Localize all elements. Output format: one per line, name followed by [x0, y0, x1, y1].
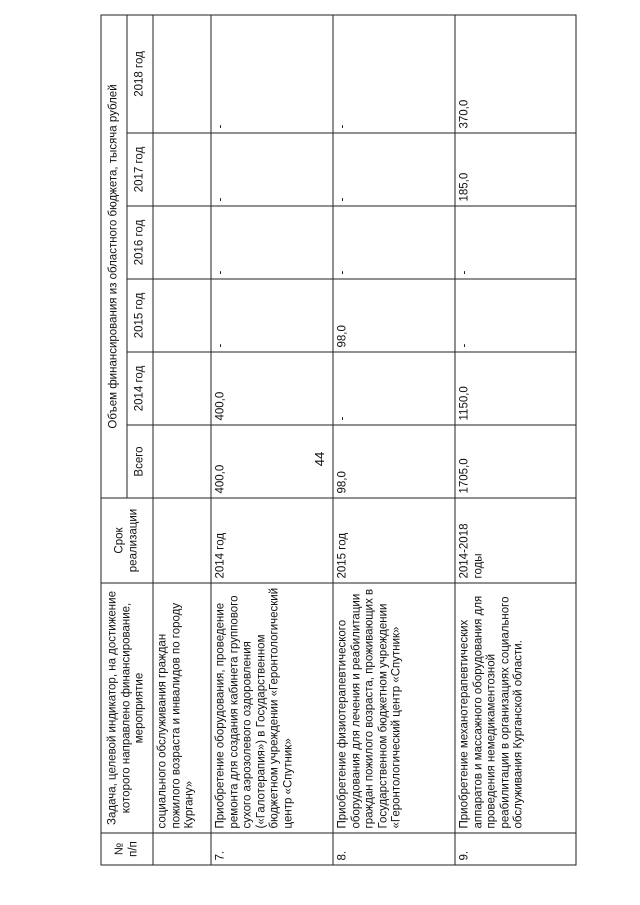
header-total: Всего	[127, 425, 153, 498]
row-total: 98,0	[333, 425, 455, 498]
row-total: 1705,0	[455, 425, 576, 498]
row-2014: -	[333, 352, 455, 425]
row-total	[153, 425, 211, 498]
row-2015	[153, 279, 211, 352]
row-2014	[153, 352, 211, 425]
header-year-2016: 2016 год	[127, 206, 153, 279]
row-2016: -	[455, 206, 576, 279]
row-2015: -	[455, 279, 576, 352]
row-2016: -	[333, 206, 455, 279]
row-number: 8.	[333, 833, 455, 865]
header-task: Задача, целевой индикатор, на достижение которого направлено финансирование, мероприятие	[101, 583, 153, 833]
page-number: 44	[312, 451, 327, 467]
row-number	[153, 833, 211, 865]
row-2014: 1150,0	[455, 352, 576, 425]
table-row	[333, 14, 455, 864]
row-number: 9.	[455, 833, 576, 865]
header-year-2014: 2014 год	[127, 352, 153, 425]
row-2015: 98,0	[333, 279, 455, 352]
row-2018	[153, 14, 211, 132]
header-year-2017: 2017 год	[127, 133, 153, 206]
row-task: Приобретение механотерапевтических аппаратов и массажного оборудования для проведения немедикаментозной реабилитации в организациях социального обслуживания Курганской области.	[455, 583, 576, 833]
row-2015: -	[211, 279, 333, 352]
row-term	[153, 498, 211, 583]
header-term: Срок реализации	[101, 498, 153, 583]
row-2017	[153, 133, 211, 206]
table-row	[455, 14, 576, 864]
row-2016	[153, 206, 211, 279]
funding-table	[100, 14, 576, 865]
row-term: 2014-2018 годы	[455, 498, 576, 583]
row-number: 7.	[211, 833, 333, 865]
header-number: № п/п	[101, 833, 153, 865]
row-term: 2015 год	[333, 498, 455, 583]
row-2018: 370,0	[455, 14, 576, 132]
row-task: социального обслуживания граждан пожилого возраста и инвалидов по городу Кургану»	[153, 583, 211, 833]
row-total: 400,0	[211, 425, 333, 498]
row-2014: 400,0	[211, 352, 333, 425]
row-2018: -	[211, 14, 333, 132]
row-2016: -	[211, 206, 333, 279]
row-2017: 185,0	[455, 133, 576, 206]
header-funding-group: Объем финансирования из областного бюджета, тысяча рублей	[101, 14, 127, 497]
header-year-2018: 2018 год	[127, 14, 153, 132]
row-term: 2014 год	[211, 498, 333, 583]
row-2017: -	[211, 133, 333, 206]
row-task: Приобретение физиотерапевтического оборудования для лечения и реабилитации граждан пожилого возраста, проживающих в Государственном бюджетном учреждении «Геронтологический центр «Спутник»	[333, 583, 455, 833]
row-2018: -	[333, 14, 455, 132]
table-row	[153, 14, 211, 864]
row-task: Приобретение оборудования, проведение ремонта для создания кабинета группового сухого аэрозолевого оздоровления («Галотерапия») в Государственном бюджетном учреждении «Геронтологический центр «Спутник»	[211, 583, 333, 833]
rotated-table-container	[100, 15, 575, 865]
header-row-top	[101, 14, 127, 864]
row-2017: -	[333, 133, 455, 206]
table-row	[211, 14, 333, 864]
header-year-2015: 2015 год	[127, 279, 153, 352]
